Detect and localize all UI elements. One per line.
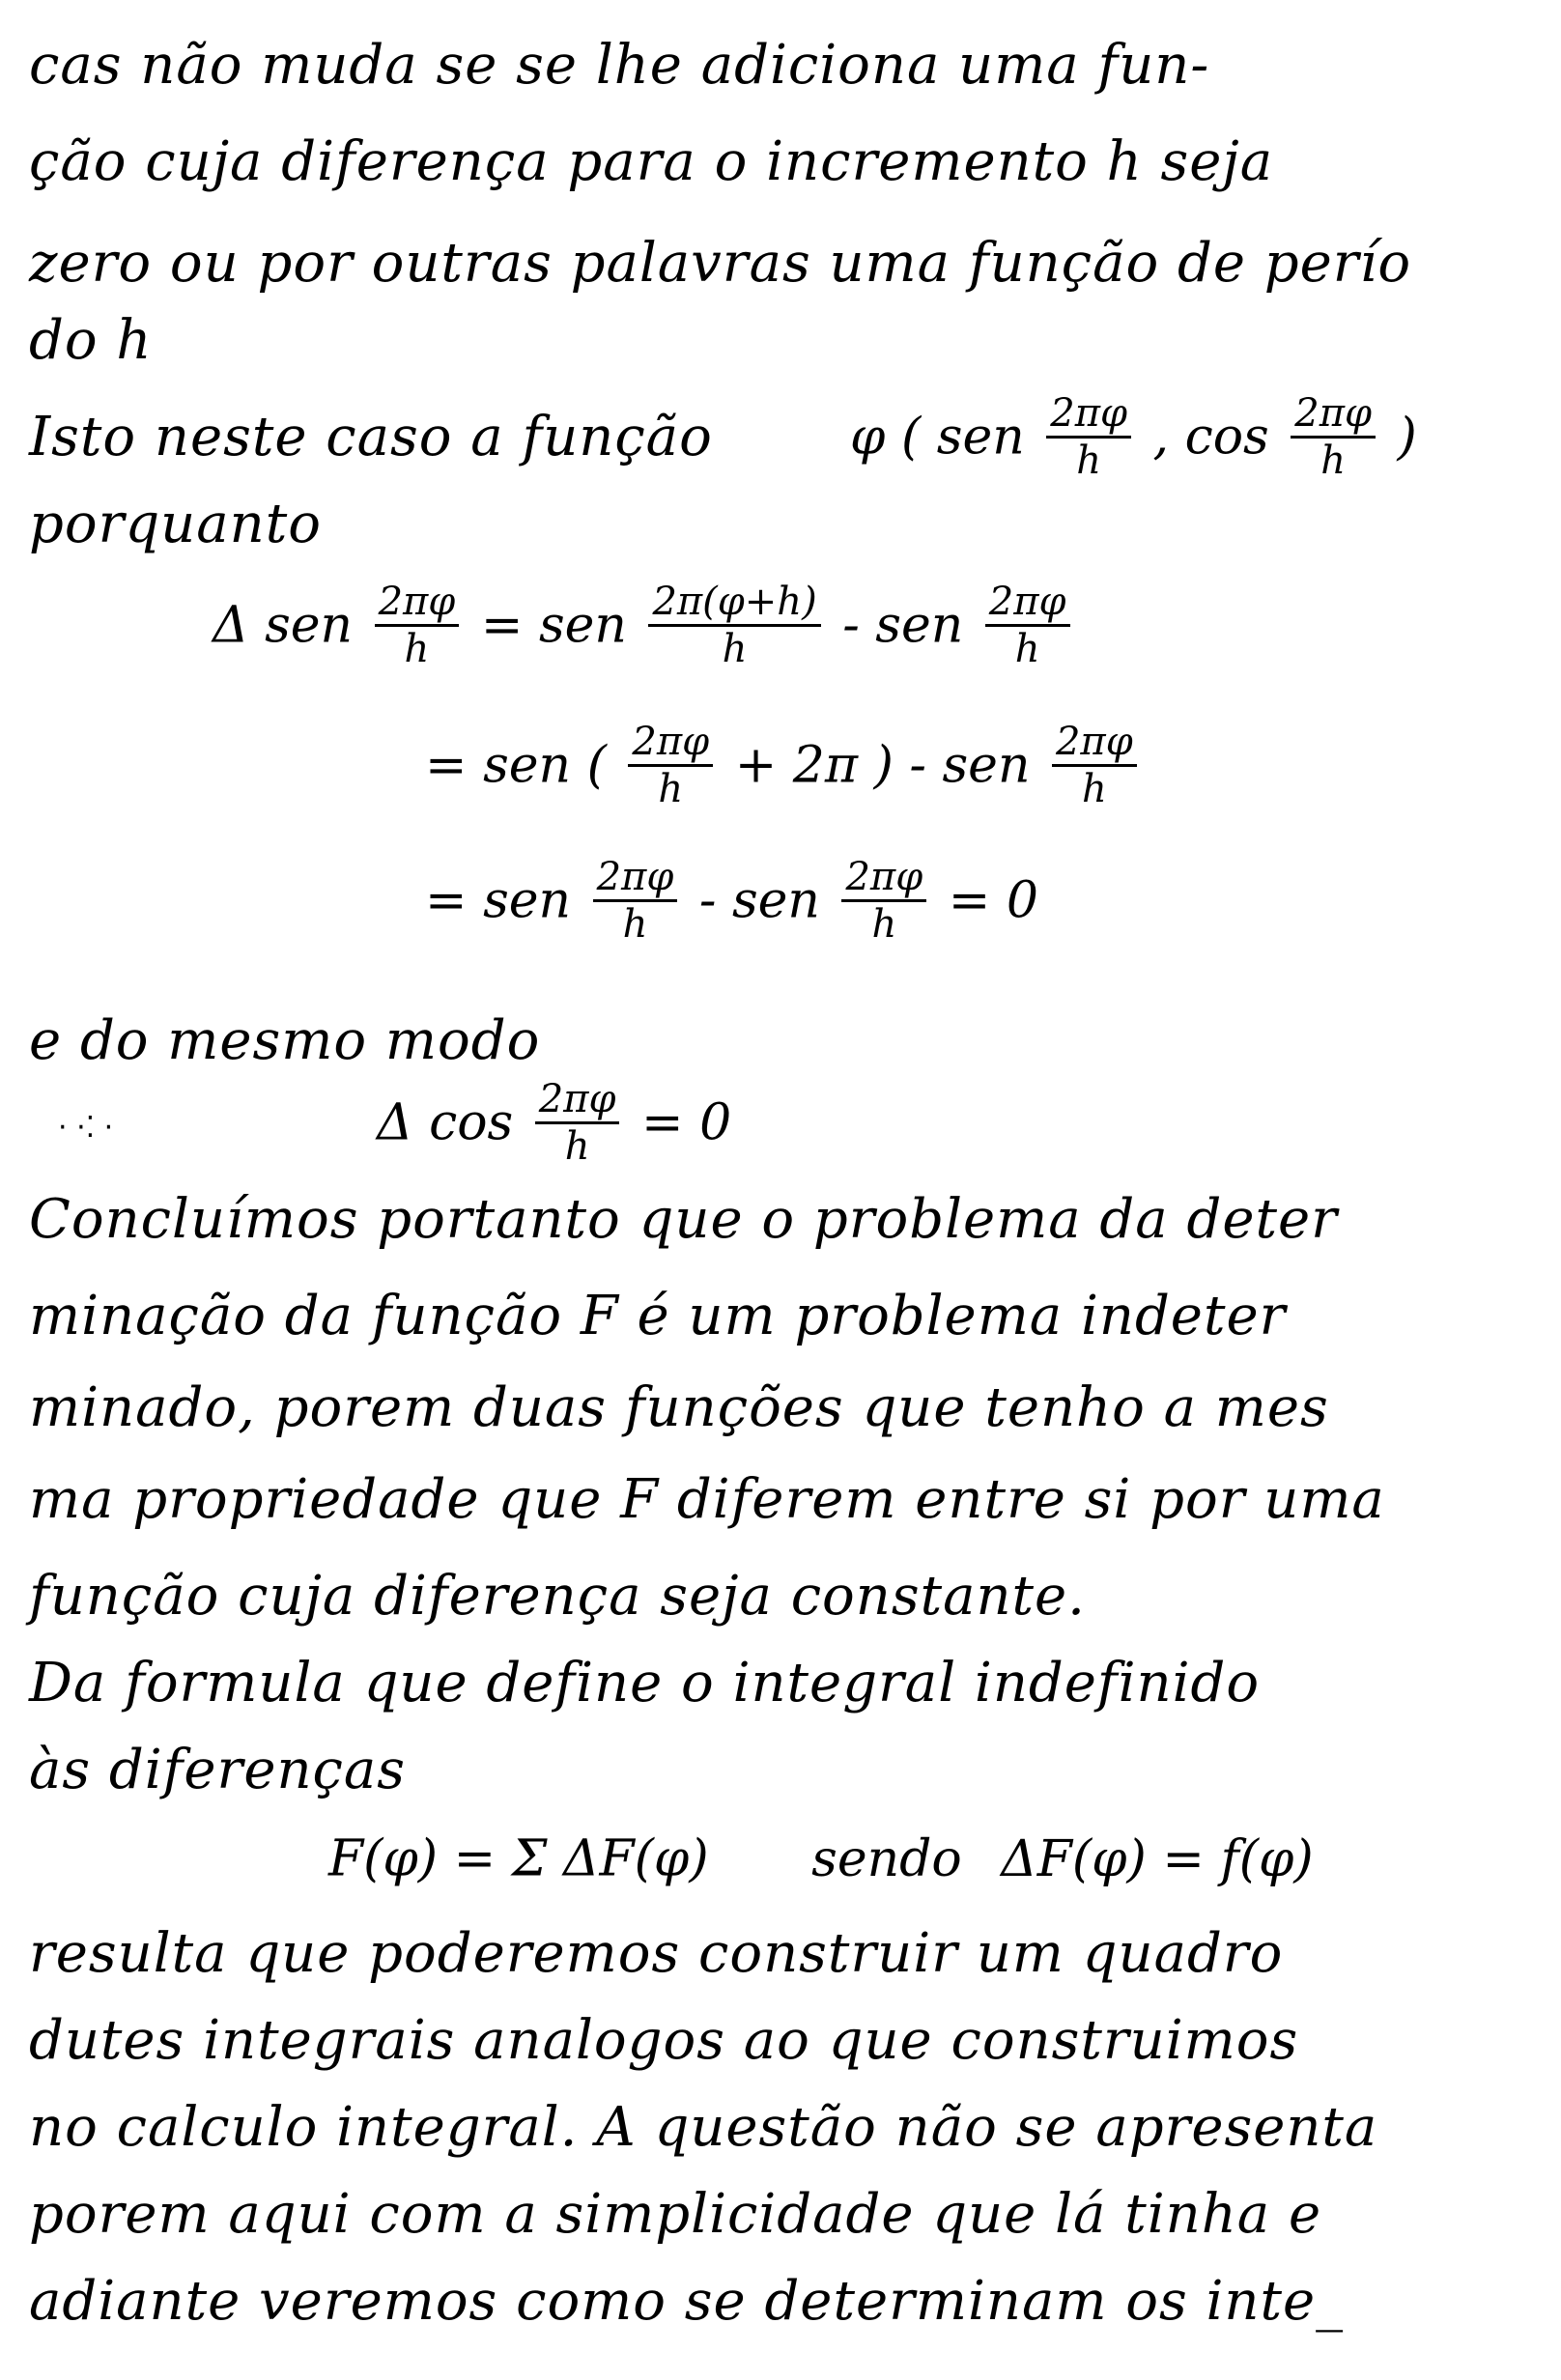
text-line: Da formula que define o integral indefinido [29,1652,1261,1714]
text-line: minado, porem duas funções que tenho a mes [29,1376,1329,1439]
ink-spots: · ·⁚ · [58,1111,114,1145]
text-line: Isto neste caso a função [29,406,713,468]
text-line: porem aqui com a simplicidade que lá tinha e [29,2183,1322,2246]
text-line: ção cuja diferença para o incremento h seja [29,130,1274,193]
fraction: $\frac{2\pi\varphi}{h}$ [841,855,926,947]
text-line: ma propriedade que F diferem entre si por uma [29,1468,1385,1531]
text-line: função cuja diferença seja constante. [29,1565,1086,1628]
fraction: $\frac{2\pi\varphi}{h}$ [1046,391,1131,483]
fraction: $\frac{2\pi\varphi}{h}$ [1052,720,1137,811]
fraction: $\frac{2\pi\varphi}{h}$ [593,855,678,947]
fraction: $\frac{2\pi\varphi}{h}$ [375,580,460,671]
text-line: às diferenças [29,1739,407,1801]
text-line: e do mesmo modo [29,1009,541,1072]
text-line: porquanto [29,493,322,555]
fraction: $\frac{2\pi\varphi}{h}$ [535,1077,620,1169]
fraction: $\frac{2\pi(\varphi+h)}{h}$ [648,580,820,671]
text-line: dutes integrais analogos ao que construimos [29,2009,1299,2072]
text-line: cas não muda se se lhe adiciona uma fun- [29,34,1210,97]
equation-step-3: = sen $\frac{2\pi\varphi}{h}$ - sen $\frac{2\pi\varphi}{h}$ = 0 [425,855,1038,947]
text-line: Concluímos portanto que o problema da deter [29,1188,1338,1251]
equation-delta-cos: Δ cos $\frac{2\pi\varphi}{h}$ = 0 [377,1077,732,1169]
phi-expression: φ ( sen $\frac{2\pi\varphi}{h}$ , cos $\frac{2\pi\varphi}{h}$ ) [850,391,1417,483]
text-line: zero ou por outras palavras uma função de perío [29,232,1412,295]
equation-indefinite-sum: F(φ) = Σ ΔF(φ) sendo ΔF(φ) = f(φ) [328,1829,1314,1888]
fraction: $\frac{2\pi\varphi}{h}$ [628,720,713,811]
text-line: adiante veremos como se determinam os inte_ [29,2270,1345,2333]
fraction: $\frac{2\pi\varphi}{h}$ [985,580,1070,671]
text-line: resulta que poderemos construir um quadro [29,1922,1284,1985]
equation-delta-sin: Δ sen $\frac{2\pi\varphi}{h}$ = sen $\frac{2\pi(\varphi+h)}{h}$ - sen $\frac{2\pi\varphi}{h}$ [213,580,1076,671]
text-line: do h [29,309,153,372]
text-line: minação da função F é um problema indeter [29,1285,1287,1347]
text-line: no calculo integral. A questão não se apresenta [29,2096,1378,2159]
fraction: $\frac{2\pi\varphi}{h}$ [1291,391,1376,483]
equation-step-2: = sen ( $\frac{2\pi\varphi}{h}$ + 2π ) - sen $\frac{2\pi\varphi}{h}$ [425,720,1143,811]
